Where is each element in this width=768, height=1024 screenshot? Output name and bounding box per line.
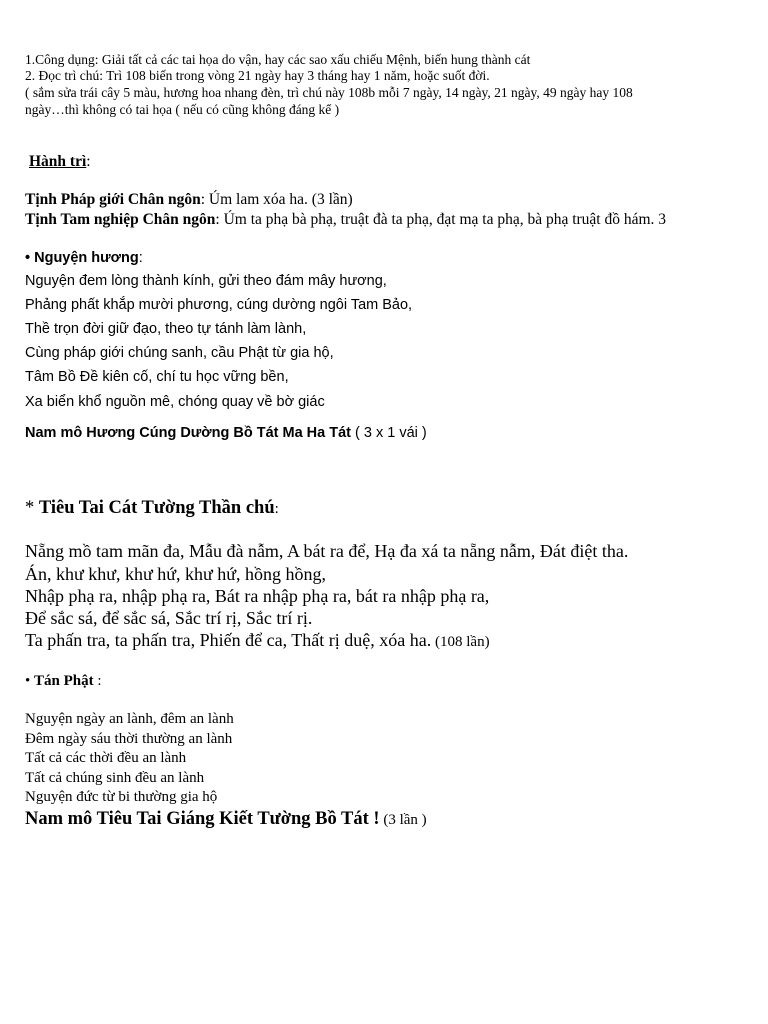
tinh-tam-nghiep-text: : Úm ta phạ bà phạ, truật đà ta phạ, đạt mạ ta phạ, bà phạ truật đồ hám. 3 (215, 211, 667, 228)
tan-phat-verse-3: Tất cả các thời đều an lành (25, 750, 187, 766)
tan-phat-verse-5: Nguyện đức từ bi thường gia hộ (25, 789, 218, 805)
tan-phat-verse-4: Tất cả chúng sinh đều an lành (25, 770, 205, 786)
tieu-tai-line-1: Nẵng mồ tam mãn đa, Mẫu đà nẫm, A bát ra để, Hạ đa xá ta nẵng nẫm, Đát điệt tha. (25, 541, 629, 561)
tieu-tai-last-line: Ta phấn tra, ta phấn tra, Phiến để ca, Thất rị duệ, xóa ha. (25, 630, 432, 650)
nguyen-huong-verse-1: Nguyện đem lòng thành kính, gửi theo đám mây hương, (25, 273, 387, 289)
nguyen-huong-closing (25, 425, 427, 441)
tieu-tai-heading-line (25, 498, 279, 519)
tieu-tai-last-note: (108 lần) (431, 634, 490, 650)
tieu-tai-heading: Tiêu Tai Cát Tường Thần chú (38, 498, 275, 518)
tieu-tai-colon: : (274, 501, 279, 517)
tan-phat-colon: : (93, 673, 102, 689)
intro-line-3: ( sắm sửa trái cây 5 màu, hương hoa nhang đèn, trì chú này 108b mỗi 7 ngày, 14 ngày, 21 ngày, 49 ngày hay 108 (25, 85, 633, 100)
tan-phat-bullet: • (25, 673, 31, 689)
intro-line-2: 2. Đọc trì chú: Trì 108 biến trong vòng 21 ngày hay 3 tháng hay 1 năm, hoặc suốt đời. (25, 68, 490, 83)
tan-phat-closing-bold: Nam mô Tiêu Tai Giáng Kiết Tường Bồ Tát ! (25, 809, 380, 829)
tieu-tai-line-4: Để sắc sá, để sắc sá, Sắc trí rị, Sắc trí rị. (25, 608, 313, 628)
hanh-tri-heading: Hành trì (29, 153, 87, 170)
tan-phat-heading: Tán Phật (34, 673, 94, 689)
nguyen-huong-verse-3: Thề trọn đời giữ đạo, theo tự tánh làm lành, (25, 321, 307, 337)
nguyen-huong-heading-line (25, 250, 143, 266)
tan-phat-verse-2: Đêm ngày sáu thời thường an lành (25, 731, 233, 747)
tieu-tai-line-2: Án, khư khư, khư hứ, khư hứ, hồng hồng, (25, 564, 327, 584)
nguyen-huong-heading: Nguyện hương (34, 250, 139, 266)
hanh-tri-heading-line (29, 153, 91, 171)
tan-phat-verse-1: Nguyện ngày an lành, đêm an lành (25, 711, 234, 727)
tan-phat-closing-note: (3 lần ) (379, 812, 427, 828)
intro-line-1: 1.Công dụng: Giải tất cả các tai họa do vận, hay các sao xấu chiếu Mệnh, biến hung thành cát (25, 52, 531, 67)
nguyen-huong-colon: : (138, 250, 143, 266)
tieu-tai-line-3: Nhập phạ ra, nhập phạ ra, Bát ra nhập phạ ra, bát ra nhập phạ ra, (25, 586, 490, 606)
tinh-tam-nghiep-label: Tịnh Tam nghiệp Chân ngôn (25, 211, 216, 228)
nguyen-huong-verse-6: Xa biển khổ nguồn mê, chóng quay về bờ giác (25, 394, 325, 410)
tinh-phap-gioi-line (25, 191, 353, 209)
intro-line-4: ngày…thì không có tai họa ( nếu có cũng không đáng kể ) (25, 102, 340, 117)
tieu-tai-line-5 (25, 630, 490, 651)
nguyen-huong-closing-bold: Nam mô Hương Cúng Dường Bồ Tát Ma Ha Tát (25, 425, 351, 441)
tinh-phap-gioi-label: Tịnh Pháp giới Chân ngôn (25, 191, 201, 208)
nguyen-huong-verse-5: Tâm Bồ Đề kiên cố, chí tu học vững bền, (25, 369, 289, 385)
nguyen-huong-bullet: • (25, 250, 31, 266)
nguyen-huong-verse-4: Cùng pháp giới chúng sanh, cầu Phật từ gia hộ, (25, 345, 334, 361)
tan-phat-heading-line (25, 673, 102, 690)
tieu-tai-star: * (25, 498, 35, 518)
hanh-tri-colon: : (86, 153, 91, 170)
tan-phat-closing (25, 809, 427, 830)
tinh-phap-gioi-text: : Úm lam xóa ha. (3 lần) (200, 191, 353, 208)
nguyen-huong-verse-2: Phảng phất khắp mười phương, cúng dường ngôi Tam Bảo, (25, 297, 413, 313)
nguyen-huong-closing-note: ( 3 x 1 vái ) (350, 425, 427, 441)
tinh-tam-nghiep-line (25, 211, 666, 229)
